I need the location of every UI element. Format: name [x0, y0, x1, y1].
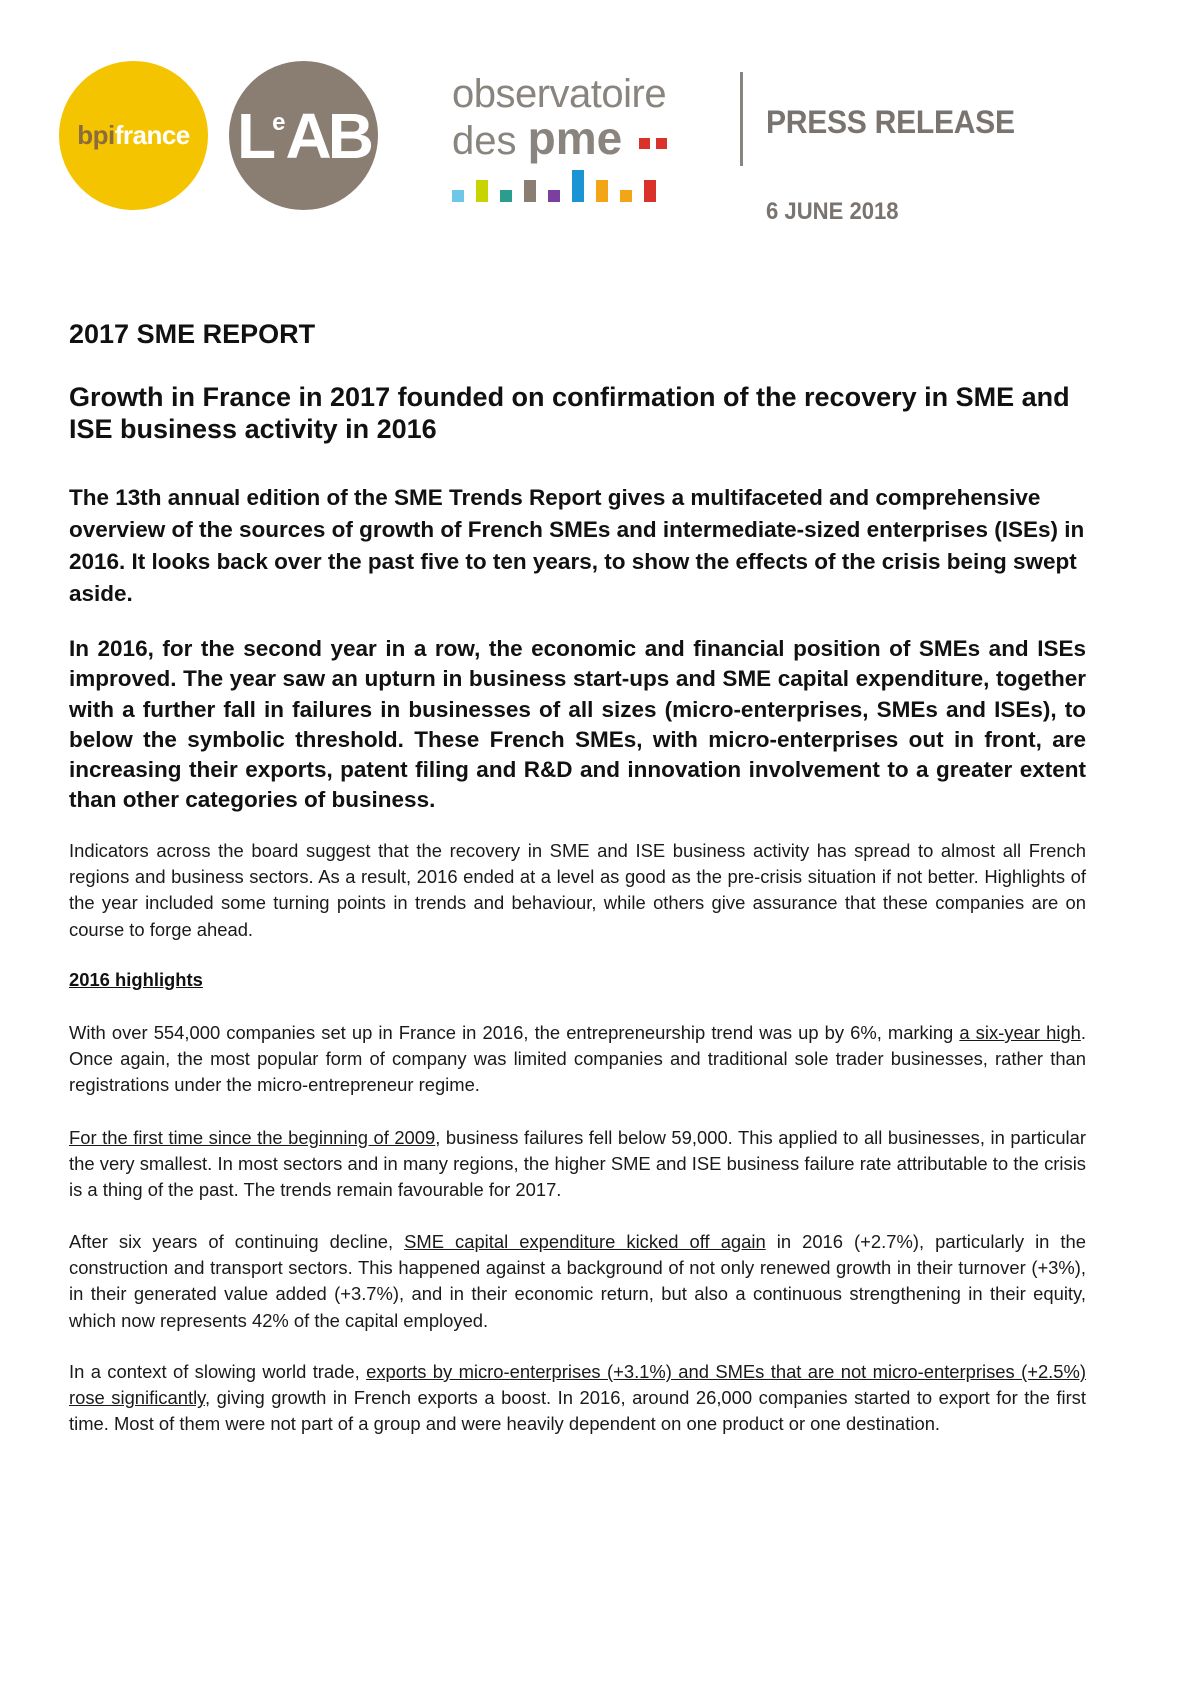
observatoire-logo-square	[656, 138, 667, 149]
highlights-heading: 2016 highlights	[69, 969, 203, 990]
observatoire-logo-line1: observatoire	[452, 72, 667, 116]
highlight-4-text-b: , giving growth in French exports a boost. In 2016, around 26,000 companies started to export for the first time. Most of them were not part of a group and were heavily dependent on one product or one destination.	[69, 1387, 1086, 1435]
observatoire-logo-bars	[452, 168, 702, 208]
observatoire-logo-bar	[596, 180, 608, 202]
observatoire-logo-bar	[476, 180, 488, 202]
press-release-label: PRESS RELEASE	[766, 104, 1015, 140]
highlight-2-text-b: , business failures fell below 59,000. This applied to all businesses, in particular the very smallest. In most sectors and in many regions, the higher SME and ISE business failure rate attributable to the crisis is a thing of the past. The trends remain favourable for 2017.	[69, 1127, 1086, 1201]
observatoire-logo-bar	[524, 180, 536, 202]
bpifrance-logo	[59, 61, 208, 210]
lelab-logo-l: L	[237, 99, 273, 172]
highlight-paragraph-3	[69, 1229, 1086, 1334]
highlight-paragraph-1	[69, 1020, 1086, 1099]
lelab-logo	[229, 61, 378, 210]
observatoire-logo-bar	[644, 180, 656, 202]
observatoire-logo-bar	[452, 190, 464, 202]
press-release-date: 6 JUNE 2018	[766, 198, 899, 225]
highlight-3-text-b: in 2016 (+2.7%), particularly in the construction and transport sectors. This happened against a background of not only renewed growth in their turnover (+3%), in their generated value added (+3.7%), and in their economic return, but also a continuous strengthening in their equity, which now represents 42% of the capital employed.	[69, 1231, 1086, 1331]
report-heading: 2017 SME REPORT	[69, 319, 316, 349]
bpifrance-logo-part-b: france	[114, 120, 190, 150]
observatoire-logo-bar	[572, 170, 584, 202]
highlight-3-underlined: SME capital expenditure kicked off again	[404, 1231, 766, 1252]
observatoire-logo-pme: pme	[527, 112, 623, 164]
observatoire-des-pme-logo	[452, 72, 702, 212]
lelab-logo-e: e	[272, 108, 286, 136]
highlight-paragraph-2	[69, 1125, 1086, 1204]
observatoire-logo-bar	[620, 190, 632, 202]
intro-paragraph: Indicators across the board suggest that the recovery in SME and ISE business activity has spread to almost all French regions and business sectors. As a result, 2016 ended at a level as good as the pre-crisis situation if not better. Highlights of the year included some turning points in trends and behaviour, while others give assurance that these companies are on course to forge ahead.	[69, 840, 1086, 940]
lelab-logo-ab: AB	[285, 99, 370, 172]
bpifrance-logo-part-a: bpi	[77, 120, 115, 150]
highlight-paragraph-4	[69, 1359, 1086, 1438]
observatoire-logo-square	[639, 138, 650, 149]
headline-title: Growth in France in 2017 founded on confirmation of the recovery in SME and ISE business activity in 2016	[69, 382, 1070, 444]
lead-paragraph-1: The 13th annual edition of the SME Trends Report gives a multifaceted and comprehensive overview of the sources of growth of French SMEs and intermediate-sized enterprises (ISEs) in 2016. It looks back over the past five to ten years, to show the effects of the crisis being swept aside.	[69, 485, 1085, 606]
observatoire-logo-bar	[548, 190, 560, 202]
highlight-3-text-a: After six years of continuing decline,	[69, 1231, 405, 1252]
observatoire-logo-bar	[500, 190, 512, 202]
lead-paragraph-2: In 2016, for the second year in a row, the economic and financial position of SMEs and ISEs improved. The year saw an upturn in business start-ups and SME capital expenditure, together with a further fall in failures in businesses of all sizes (micro-enterprises, SMEs and ISEs), to below the symbolic threshold. These French SMEs, with micro-enterprises out in front, are increasing their exports, patent filing and R&D and innovation involvement to a greater extent than other categories of business.	[69, 636, 1086, 813]
highlight-1-text-a: With over 554,000 companies set up in France in 2016, the entrepreneurship trend was up by 6%, marking	[69, 1022, 960, 1043]
highlight-1-text-b: . Once again, the most popular form of company was limited companies and traditional sole trader businesses, rather than registrations under the micro-entrepreneur regime.	[69, 1022, 1087, 1096]
highlight-4-text-a: In a context of slowing world trade,	[69, 1361, 367, 1382]
observatoire-logo-line2	[452, 112, 667, 164]
observatoire-logo-des: des	[452, 119, 517, 163]
header-divider	[740, 72, 743, 166]
highlight-1-underlined: a six-year high	[959, 1022, 1081, 1043]
highlight-4-underlined: exports by micro-enterprises (+3.1%) and SMEs that are not micro-enterprises (+2.5%) rose significantly	[69, 1361, 1086, 1409]
highlight-2-underlined: For the first time since the beginning of 2009	[69, 1127, 436, 1148]
